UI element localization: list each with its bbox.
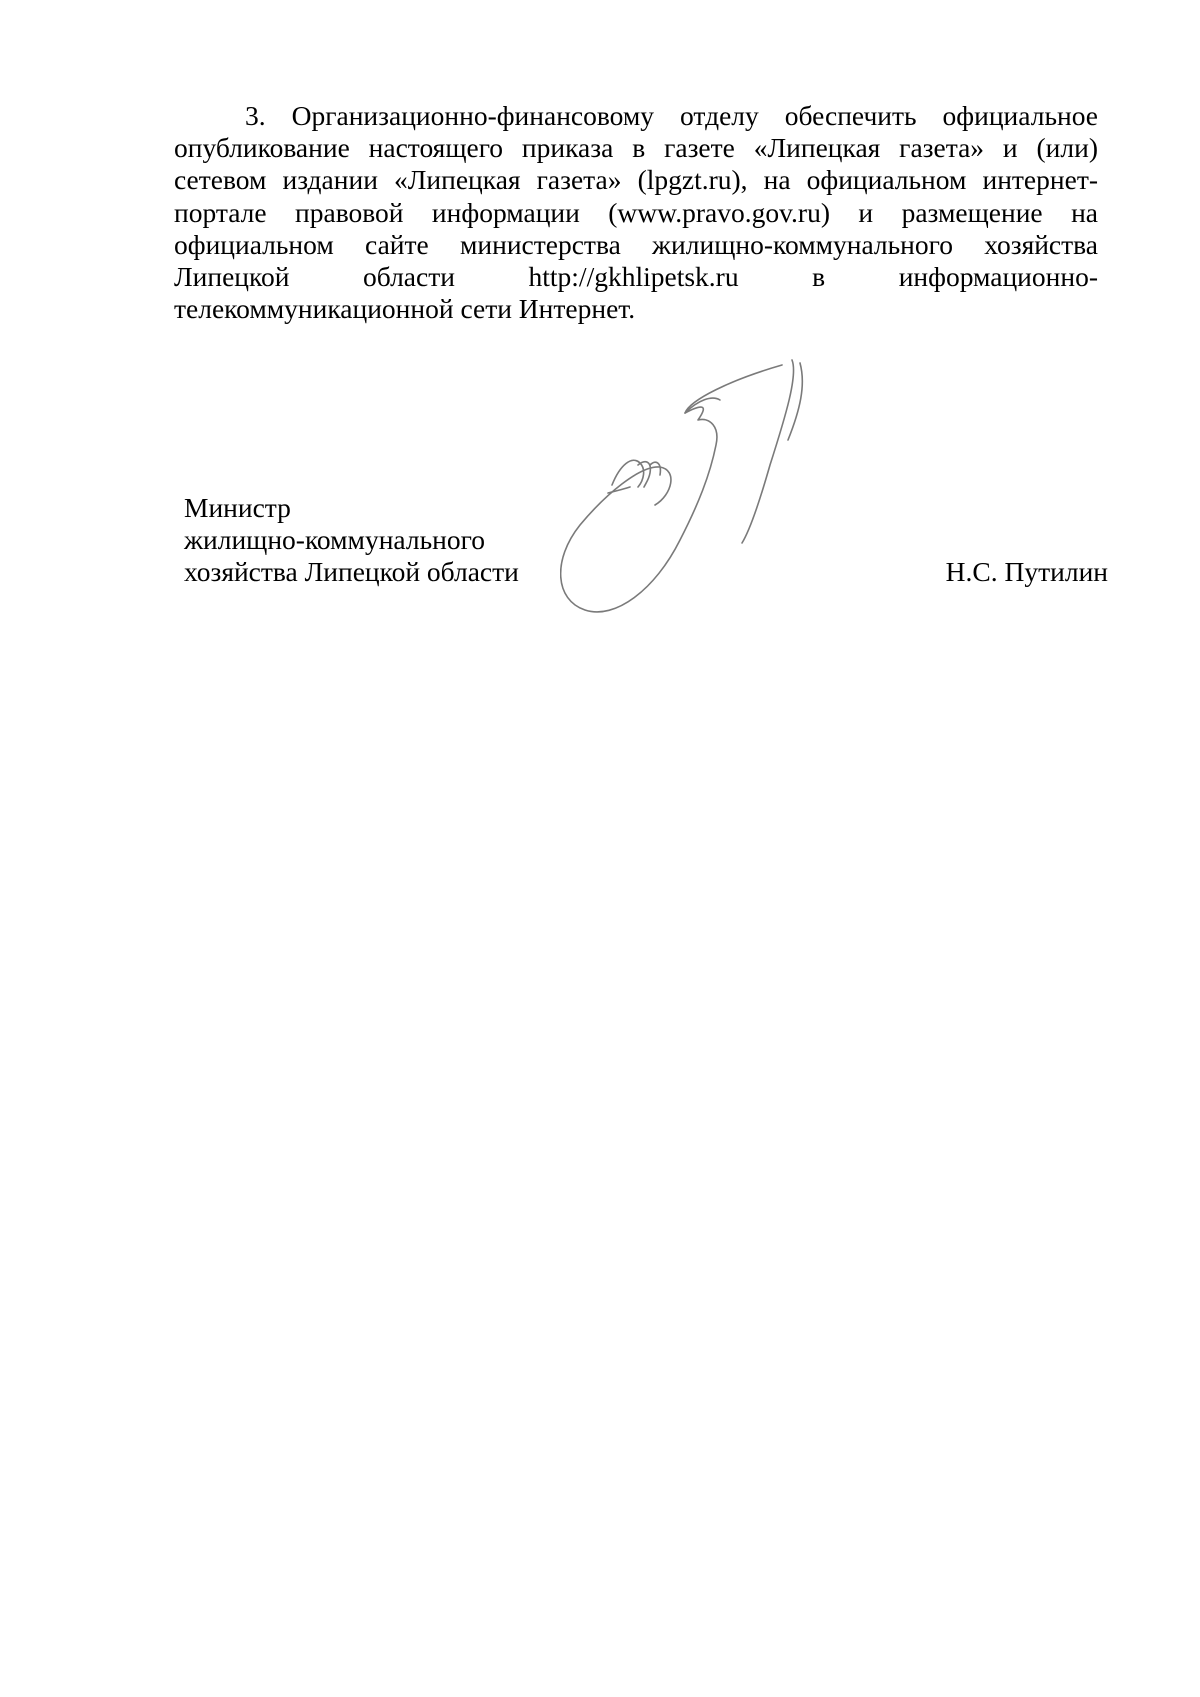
order-paragraph-3: 3. Организационно-финансовому отделу обеспечить официальное опубликование настоящего приказа в газете «Липецкая газета» и (или) сетевом издании «Липецкая газета» (lpgzt.ru), на официальном интернет-портале правовой информации (www.pravo.gov.ru) и размещение на официальном сайте министерства жилищно-коммунального хозяйства Липецкой области http://gkhlipetsk.ru в информационно-телекоммуникационной сети Интернет. bbox=[174, 100, 1098, 325]
position-line-3: хозяйства Липецкой области bbox=[184, 556, 519, 587]
signer-name: Н.С. Путилин bbox=[945, 556, 1108, 587]
signatory-position bbox=[184, 492, 519, 588]
position-line-1: Министр bbox=[184, 492, 291, 523]
position-line-2: жилищно-коммунального bbox=[184, 524, 485, 555]
handwritten-signature bbox=[560, 355, 890, 645]
